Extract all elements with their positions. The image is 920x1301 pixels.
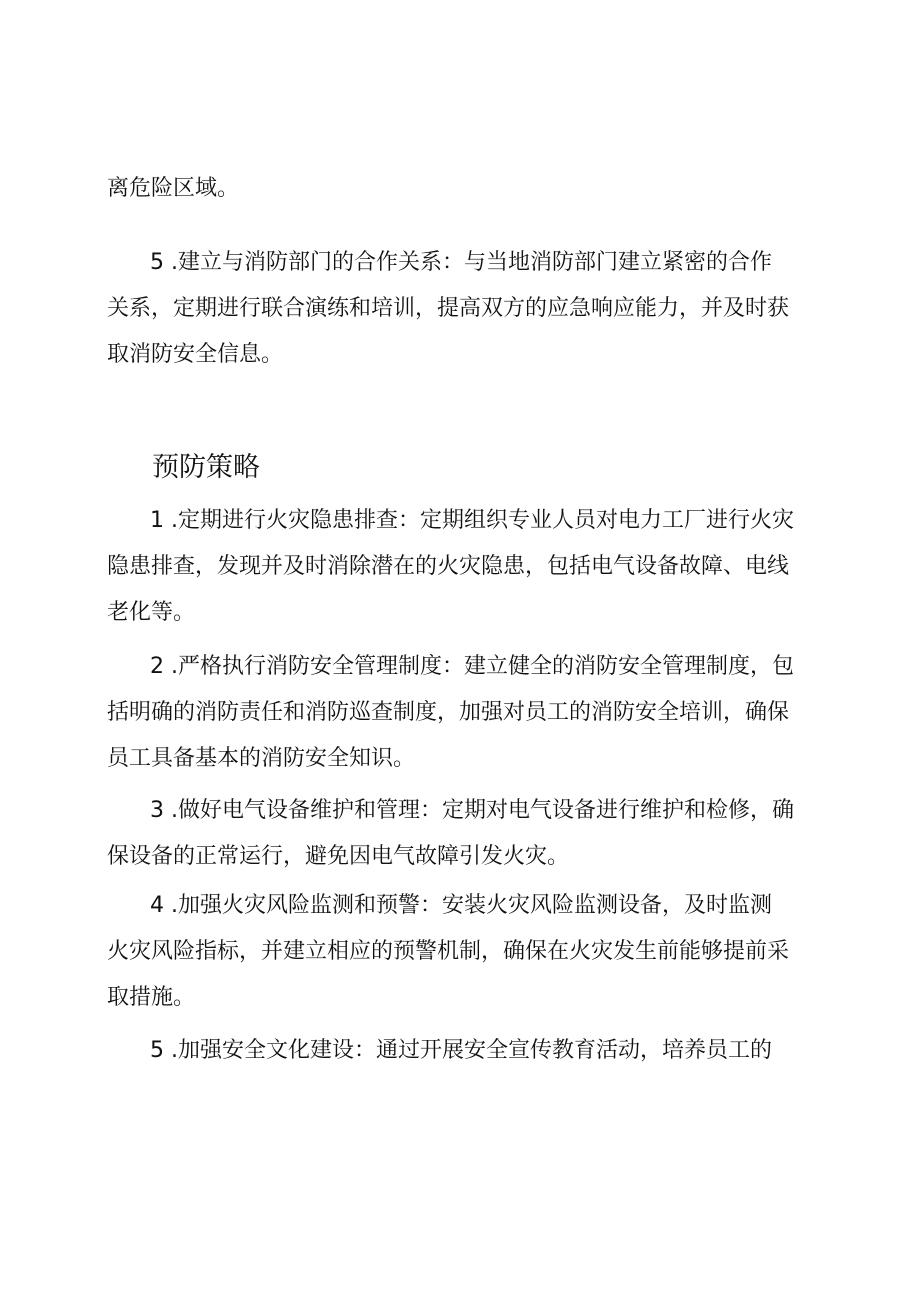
prevention-item-4-line-1: 4 .加强火灾风险监测和预警：安装火灾风险监测设备，及时监测: [150, 893, 772, 918]
prevention-item-2-line-1: 2 .严格执行消防安全管理制度：建立健全的消防安全管理制度，包: [150, 654, 794, 679]
prevention-item-1-line-3: 老化等。: [107, 600, 196, 625]
prevention-item-4-line-2: 火灾风险指标，并建立相应的预警机制，确保在火灾发生前能够提前采: [107, 939, 790, 964]
prevention-item-2-line-3: 员工具备基本的消防安全知识。: [107, 746, 416, 771]
cooperation-item-line-1: 5 .建立与消防部门的合作关系：与当地消防部门建立紧密的合作: [150, 250, 772, 275]
prevention-item-3-line-1: 3 .做好电气设备维护和管理：定期对电气设备进行维护和检修，确: [150, 798, 794, 823]
cooperation-item-line-2: 关系，定期进行联合演练和培训，提高双方的应急响应能力，并及时获: [107, 296, 790, 321]
prevention-item-3-line-2: 保设备的正常运行，避免因电气故障引发火灾。: [107, 844, 570, 869]
prevention-item-4-line-3: 取措施。: [107, 985, 196, 1010]
prevention-item-1-line-2: 隐患排查，发现并及时消除潜在的火灾隐患，包括电气设备故障、电线: [107, 554, 790, 579]
section-heading: 预防策略: [152, 452, 260, 483]
prevention-item-5-line-1: 5 .加强安全文化建设：通过开展安全宣传教育活动，培养员工的: [150, 1038, 772, 1063]
cooperation-item-line-3: 取消防安全信息。: [107, 342, 284, 367]
prevention-item-1-line-1: 1 .定期进行火灾隐患排查：定期组织专业人员对电力工厂进行火灾: [150, 508, 794, 533]
paragraph-continuation-line: 离危险区域。: [107, 176, 240, 201]
prevention-item-2-line-2: 括明确的消防责任和消防巡查制度，加强对员工的消防安全培训，确保: [107, 700, 790, 725]
